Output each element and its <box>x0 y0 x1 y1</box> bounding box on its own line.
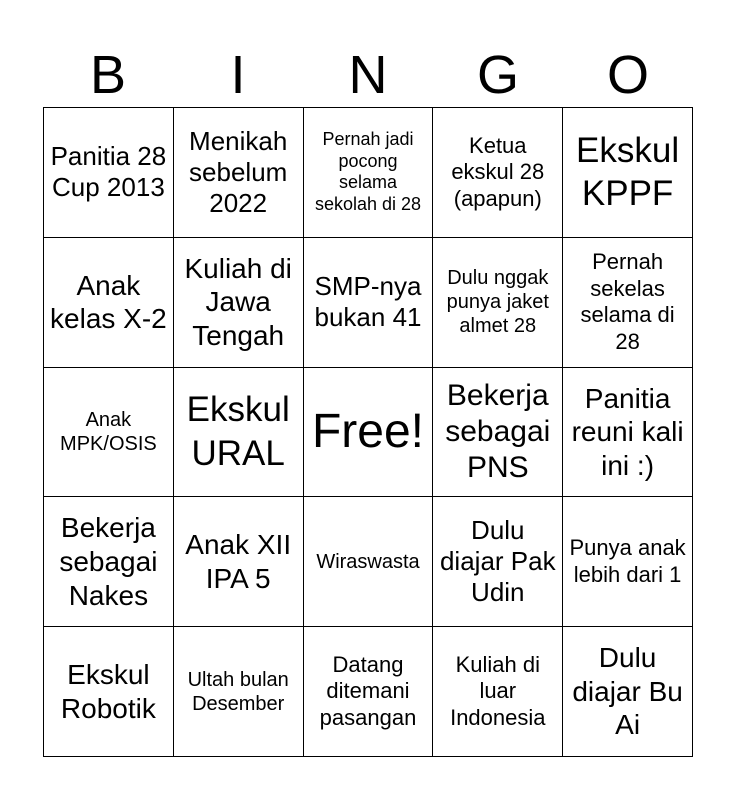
header-letter-o: O <box>606 45 649 105</box>
bingo-board <box>43 107 693 757</box>
bingo-cell[interactable]: Ekskul KPPF <box>563 108 693 238</box>
bingo-cell[interactable]: Datang ditemani pasangan <box>304 627 434 757</box>
bingo-cell[interactable]: SMP-nya bukan 41 <box>304 238 434 368</box>
bingo-cell[interactable]: Punya anak lebih dari 1 <box>563 497 693 627</box>
header-letter-g: G <box>476 45 519 105</box>
bingo-cell[interactable]: Bekerja sebagai PNS <box>433 368 563 498</box>
bingo-cell[interactable]: Bekerja sebagai Nakes <box>44 497 174 627</box>
bingo-cell[interactable]: Anak MPK/OSIS <box>44 368 174 498</box>
bingo-cell[interactable]: Wiraswasta <box>304 497 434 627</box>
bingo-cell[interactable]: Dulu diajar Bu Ai <box>563 627 693 757</box>
bingo-cell[interactable]: Ekskul Robotik <box>44 627 174 757</box>
header-letter-n: N <box>348 45 388 105</box>
bingo-cell[interactable]: Pernah sekelas selama di 28 <box>563 238 693 368</box>
bingo-cell[interactable]: Ekskul URAL <box>174 368 304 498</box>
free-space[interactable]: Free! <box>304 368 434 498</box>
bingo-cell[interactable]: Anak XII IPA 5 <box>174 497 304 627</box>
bingo-cell[interactable]: Pernah jadi pocong selama sekolah di 28 <box>304 108 434 238</box>
bingo-cell[interactable]: Panitia 28 Cup 2013 <box>44 108 174 238</box>
bingo-cell[interactable]: Dulu nggak punya jaket almet 28 <box>433 238 563 368</box>
bingo-cell[interactable]: Ultah bulan Desember <box>174 627 304 757</box>
bingo-cell[interactable]: Dulu diajar Pak Udin <box>433 497 563 627</box>
bingo-cell[interactable]: Anak kelas X-2 <box>44 238 174 368</box>
bingo-cell[interactable]: Kuliah di Jawa Tengah <box>174 238 304 368</box>
bingo-cell[interactable]: Panitia reuni kali ini :) <box>563 368 693 498</box>
bingo-cell[interactable]: Kuliah di luar Indonesia <box>433 627 563 757</box>
bingo-header <box>43 44 693 106</box>
bingo-cell[interactable]: Ketua ekskul 28 (apapun) <box>433 108 563 238</box>
header-letter-i: I <box>230 45 246 105</box>
bingo-cell[interactable]: Menikah sebelum 2022 <box>174 108 304 238</box>
header-letter-b: B <box>89 45 127 105</box>
